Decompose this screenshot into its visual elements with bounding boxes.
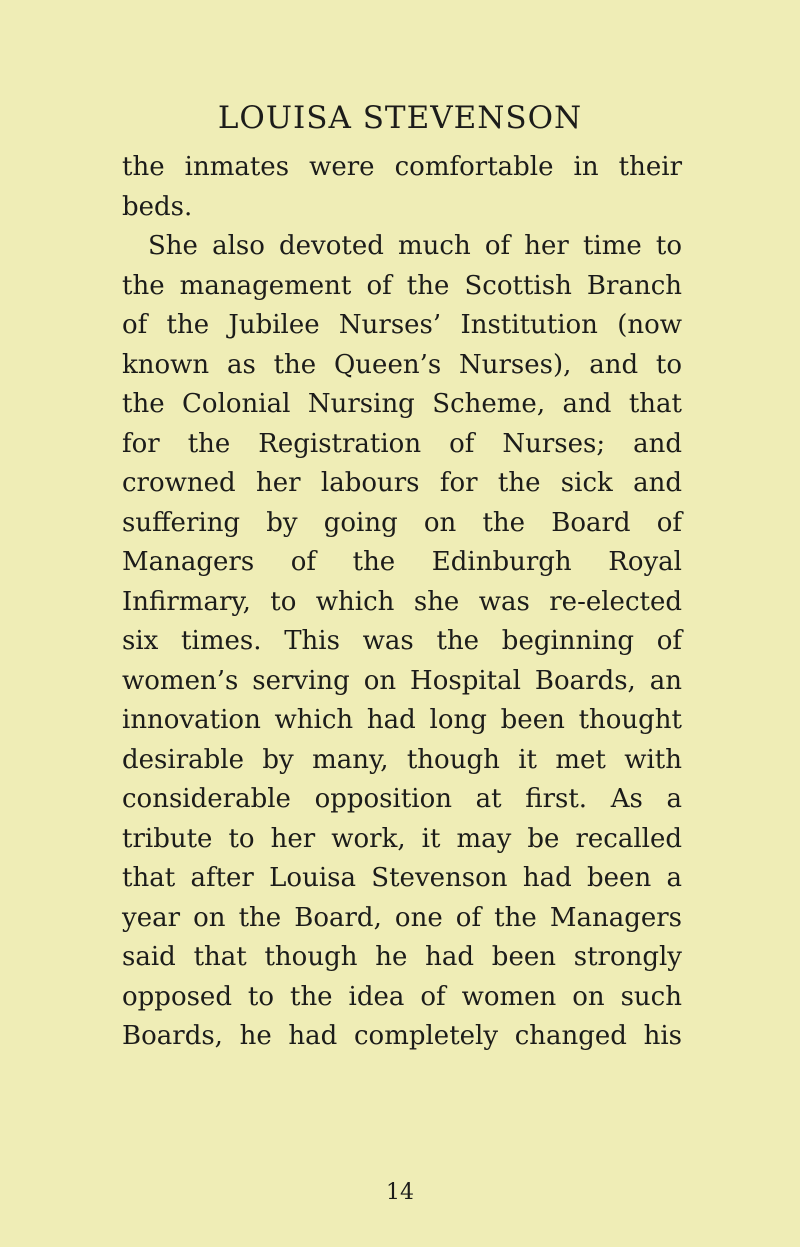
text-line: considerable opposition at first. As a bbox=[122, 784, 682, 814]
page-number: 14 bbox=[386, 1180, 414, 1205]
text-line: Boards, he had completely changed his bbox=[122, 1021, 682, 1051]
text-line: She also devoted much of her time to bbox=[148, 231, 682, 261]
text-line: that after Louisa Stevenson had been a bbox=[122, 863, 682, 893]
text-line: for the Registration of Nurses; and bbox=[122, 428, 682, 459]
text-line: Infirmary, to which she was re-elected bbox=[122, 586, 682, 617]
text-line: Managers of the Edinburgh Royal bbox=[122, 547, 682, 577]
text-line: opposed to the idea of women on such bbox=[122, 981, 682, 1012]
text-line: women’s serving on Hospital Boards, an bbox=[122, 665, 682, 696]
text-line: tribute to her work, it may be recalled bbox=[122, 823, 682, 854]
text-line: known as the Queen’s Nurses), and to bbox=[122, 349, 682, 380]
text-line: the inmates were comfortable in their bbox=[122, 152, 682, 182]
body-text bbox=[122, 148, 682, 1057]
text-line: desirable by many, though it met with bbox=[122, 744, 682, 775]
running-head: LOUISA STEVENSON bbox=[217, 100, 583, 136]
text-line: the management of the Scottish Branch bbox=[122, 270, 682, 301]
text-line: innovation which had long been thought bbox=[122, 705, 682, 735]
text-line: crowned her labours for the sick and bbox=[122, 468, 682, 498]
text-line: of the Jubilee Nurses’ Institution (now bbox=[122, 310, 682, 340]
text-line: six times. This was the beginning of bbox=[122, 626, 682, 656]
text-line: the Colonial Nursing Scheme, and that bbox=[122, 389, 682, 419]
text-line: suffering by going on the Board of bbox=[122, 507, 682, 538]
text-line: beds. bbox=[122, 191, 193, 222]
text-line: year on the Board, one of the Managers bbox=[122, 902, 682, 933]
text-line: said that though he had been strongly bbox=[122, 942, 682, 972]
